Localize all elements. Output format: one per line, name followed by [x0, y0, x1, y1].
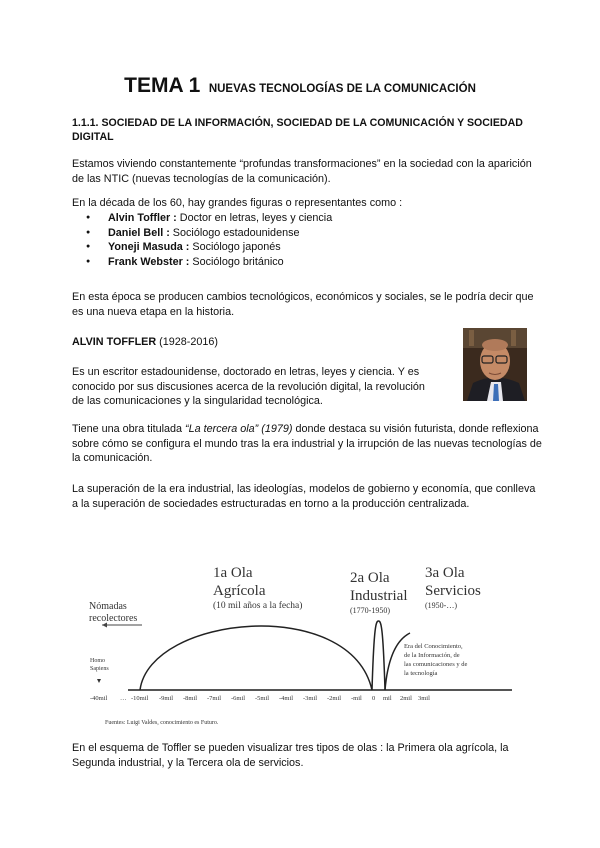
nomads-label: [89, 601, 137, 625]
axis-tick: -7mil: [207, 695, 222, 702]
era-note: [404, 642, 467, 678]
axis-tick: -4mil: [279, 695, 294, 702]
axis-tick: 3mil: [418, 695, 430, 702]
nomads-line1: Nómadas: [89, 601, 127, 612]
axis-tick: 0: [372, 695, 376, 702]
wave3-label: [425, 564, 481, 611]
era-note-line: de la Información, de: [404, 652, 460, 659]
axis-tick: -40mil: [90, 695, 108, 702]
era-note-line: la tecnología: [404, 670, 438, 677]
wave2-period: (1770-1950): [350, 606, 390, 615]
superacion-paragraph: La superación de la era industrial, las ideologías, modelos de gobierno y economía, que conlleva a la superación de sociedades estructuradas en torno a la producción centralizada.: [72, 483, 536, 510]
rep-desc: Sociólogo japonés: [189, 241, 281, 253]
axis-tick: -10mil: [131, 695, 149, 702]
diagram-source: Fuentes: Luigi Valdes, conocimiento es Futuro.: [105, 720, 219, 726]
wave3-line2: Servicios: [425, 583, 481, 599]
list-item: [108, 240, 332, 255]
wave3-period: (1950-…): [425, 601, 457, 610]
homo-line1: Homo: [90, 658, 105, 664]
axis-tick: 2mil: [400, 695, 412, 702]
epoch-paragraph: En esta época se producen cambios tecnológicos, económicos y sociales, se le podría decir que es una nueva etapa en la historia.: [72, 291, 534, 318]
page-title: [0, 74, 600, 98]
rep-desc: Sociólogo británico: [189, 255, 284, 268]
toffler-name: ALVIN TOFFLER: [72, 336, 157, 348]
toffler-waves-diagram: [80, 555, 530, 735]
homo-sapiens-label: [90, 657, 109, 673]
rep-name: Alvin Toffler :: [108, 212, 177, 224]
title-subtitle: NUEVAS TECNOLOGÍAS DE LA COMUNICACIÓN: [208, 83, 476, 95]
axis-tick: …: [120, 695, 127, 702]
toffler-photo: [463, 328, 527, 401]
era-note-line: Era del Conocimiento,: [404, 643, 463, 650]
wave1-period: (10 mil años a la fecha): [213, 601, 303, 611]
rep-desc: Doctor en letras, leyes y ciencia: [176, 212, 333, 224]
wave3-line1: 3a Ola: [425, 565, 465, 581]
rep-name: Daniel Bell :: [108, 226, 170, 239]
wave1-line1: 1a Ola: [213, 565, 253, 581]
axis-tick: -6mil: [231, 695, 246, 702]
list-item: [108, 211, 332, 226]
work-post: donde destaca su visión futurista, donde reflexiona sobre cómo se configura el mundo tras la era industrial y la irrupción de las nuevas tecnologías de la comunicación.: [72, 423, 542, 464]
axis-tick: -8mil: [183, 695, 198, 702]
conclusion-paragraph: En el esquema de Toffler se pueden visualizar tres tipos de olas : la Primera ola agrícola, la Segunda industrial, y la Tercera ola de servicios.: [72, 742, 509, 769]
axis-tick: -2mil: [327, 695, 342, 702]
wave1-line2: Agrícola: [213, 583, 266, 599]
list-item: [108, 255, 332, 270]
era-note-line: las comunicaciones y de: [404, 661, 468, 668]
rep-name: Yoneji Masuda :: [108, 241, 190, 253]
list-item: [108, 226, 332, 241]
axis-tick: -3mil: [303, 695, 318, 702]
representatives-list: [72, 211, 332, 269]
work-title: “La tercera ola” (1979): [185, 423, 293, 435]
section-heading: 1.1.1. SOCIEDAD DE LA INFORMACIÓN, SOCIEDAD DE LA COMUNICACIÓN Y SOCIEDAD DIGITAL: [72, 117, 523, 143]
toffler-bio-paragraph: Es un escritor estadounidense, doctorado en letras, leyes y ciencia. Y es conocido por sus discusiones acerca de la revolución digital, la revolución de las comunicaciones y la singularidad tecnológica.: [72, 366, 425, 407]
toffler-years: (1928-2016): [156, 336, 218, 348]
axis-tick: mil: [383, 695, 392, 702]
rep-desc: Sociólogo estadounidense: [169, 226, 300, 239]
wave2-label: [350, 569, 408, 616]
rep-name: Frank Webster :: [108, 255, 190, 268]
homo-line2: Sapiens: [90, 666, 109, 672]
intro-paragraph: Estamos viviendo constantemente “profundas transformaciones” en la sociedad con la aparición de las NTIC (nuevas tecnologías de la comunicación).: [72, 158, 532, 185]
axis-tick: -5mil: [255, 695, 270, 702]
work-pre: Tiene una obra titulada: [72, 423, 186, 435]
work-paragraph: [72, 422, 542, 466]
nomads-line2: recolectores: [89, 613, 138, 624]
title-main: TEMA 1: [124, 74, 201, 97]
sixties-paragraph: En la década de los 60, hay grandes figuras o representantes como :: [72, 197, 403, 209]
axis-tick: -mil: [351, 695, 362, 702]
wave1-label: [213, 564, 302, 612]
axis-tick: -9mil: [159, 695, 174, 702]
wave2-line2: Industrial: [350, 588, 408, 604]
wave2-line1: 2a Ola: [350, 570, 390, 586]
